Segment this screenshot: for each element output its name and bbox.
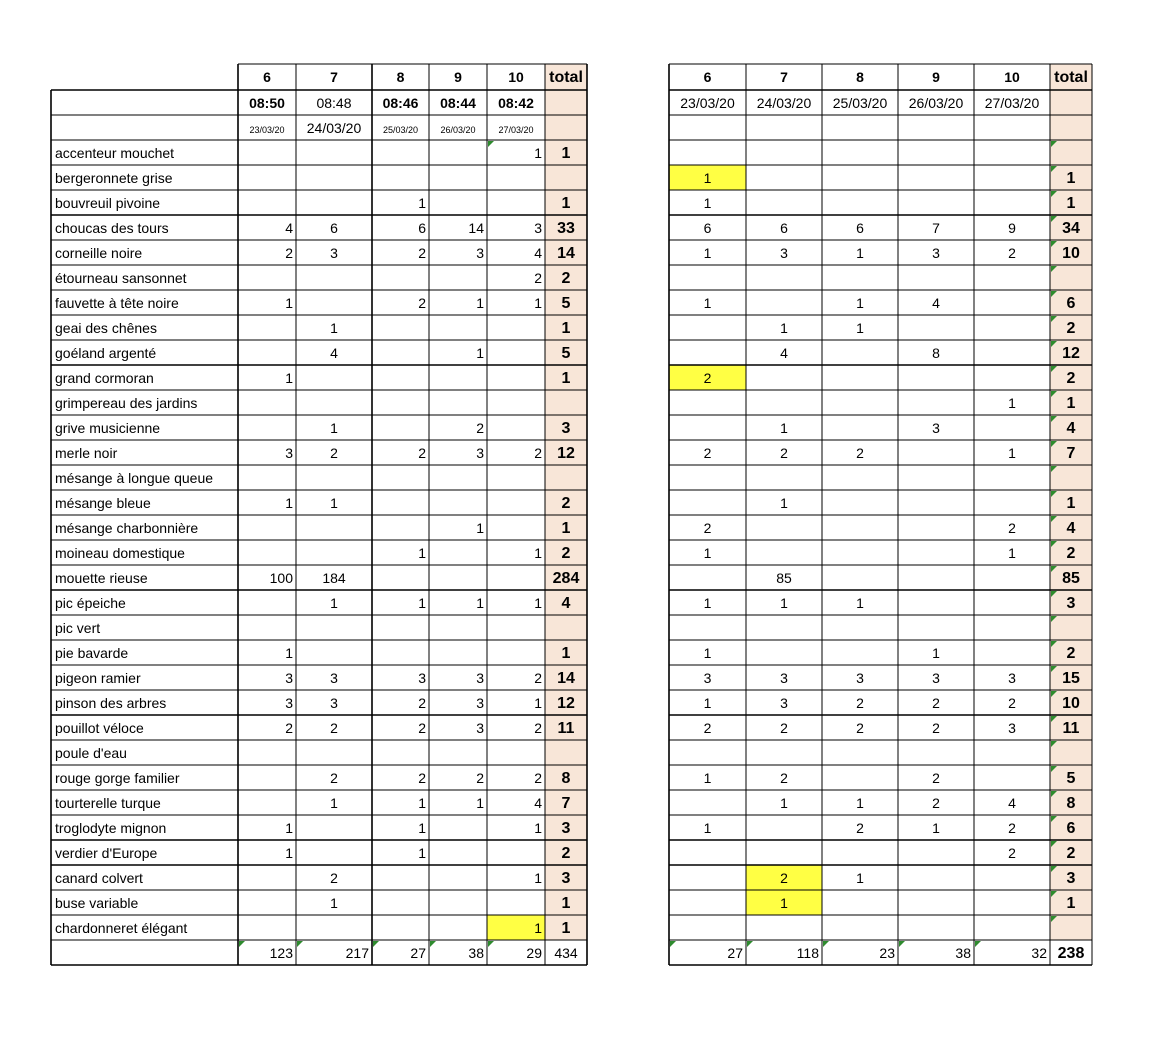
right-total-cell: 8 [1066,795,1076,812]
left-count-cell: 1 [418,795,426,811]
left-count-cell: 3 [330,245,338,261]
right-count-cell: 85 [776,570,792,586]
left-count-cell: 2 [285,720,293,736]
right-total-cell: 3 [1066,595,1076,612]
left-count-cell: 1 [418,845,426,861]
left-count-cell: 1 [476,795,484,811]
left-run-header: 8 [396,69,405,85]
right-total-cell: 12 [1062,345,1080,362]
right-count-cell: 4 [1008,795,1016,811]
left-count-cell: 1 [418,595,426,611]
left-count-cell: 1 [534,595,542,611]
left-total-cell: 2 [561,545,571,562]
right-total-cell: 2 [1066,545,1076,562]
species-name: accenteur mouchet [55,145,175,161]
left-footer-sum: 27 [410,945,426,961]
left-count-cell: 2 [418,445,426,461]
species-name: pic vert [55,620,101,636]
right-count-cell: 2 [1008,845,1016,861]
left-total-cell: 3 [561,870,571,887]
left-count-cell: 1 [418,195,426,211]
left-total-cell: 14 [557,670,575,687]
left-count-cell: 2 [418,770,426,786]
right-total-cell: 4 [1066,520,1076,537]
right-run-header: 8 [856,69,864,85]
species-name: mésange bleue [55,495,151,511]
right-count-cell: 2 [703,520,712,536]
right-footer-sum: 23 [879,945,895,961]
left-date-header: 23/03/20 [249,125,285,135]
species-name: choucas des tours [55,220,169,236]
right-count-cell: 1 [780,320,788,336]
right-count-cell: 2 [932,720,940,736]
left-total-cell: 8 [561,770,571,787]
left-count-cell: 1 [285,645,293,661]
right-count-cell: 2 [703,720,712,736]
right-count-cell: 4 [780,345,788,361]
species-name: chardonneret élégant [55,920,188,936]
right-count-cell: 2 [1008,820,1016,836]
species-name: mouette rieuse [55,570,148,586]
left-count-cell: 3 [285,670,293,686]
right-count-cell: 2 [856,695,864,711]
right-count-cell: 2 [1008,695,1016,711]
right-total-cell: 10 [1062,245,1080,262]
left-date-header: 25/03/20 [382,125,419,135]
left-count-cell: 2 [285,245,293,261]
left-count-cell: 3 [285,445,293,461]
left-count-cell: 2 [476,420,484,436]
right-total-cell: 11 [1062,720,1080,737]
left-count-cell: 1 [418,545,426,561]
right-run-header: 9 [932,69,940,85]
left-time-header: 08:46 [382,95,419,111]
left-count-cell: 2 [534,720,542,736]
right-total-cell: 6 [1066,820,1076,837]
right-count-cell: 2 [780,770,788,786]
right-total-cell: 15 [1062,670,1080,687]
right-total-cell: 2 [1066,845,1076,862]
right-count-cell: 9 [1008,220,1016,236]
left-count-cell: 2 [534,270,542,286]
species-name: pouillot véloce [55,720,144,736]
left-count-cell: 1 [330,495,338,511]
right-count-cell: 2 [780,720,788,736]
left-count-cell: 2 [476,770,484,786]
right-total-cell: 1 [1066,195,1076,212]
right-footer-sum: 32 [1031,945,1047,961]
left-total-cell: 2 [561,495,571,512]
species-name: grand cormoran [55,370,154,386]
right-count-cell: 3 [932,420,940,436]
species-name: pinson des arbres [55,695,167,711]
left-count-cell: 3 [418,670,426,686]
right-total-cell: 6 [1066,295,1076,312]
left-count-cell: 6 [330,220,338,236]
right-count-cell: 2 [780,445,788,461]
right-count-cell: 1 [1008,395,1016,411]
left-total-cell: 1 [561,895,571,912]
right-total-cell: 1 [1066,495,1076,512]
right-count-cell: 1 [703,195,712,211]
right-count-cell: 2 [856,720,864,736]
left-count-cell: 4 [534,245,542,261]
left-total-cell: 3 [561,820,571,837]
species-name: pie bavarde [55,645,129,661]
species-name: fauvette à tête noire [55,295,179,311]
left-time-header: 08:48 [316,95,352,111]
left-count-cell: 100 [269,570,293,586]
left-total-cell: 1 [561,145,571,162]
left-count-cell: 1 [285,820,293,836]
left-total-cell: 1 [561,195,571,212]
left-time-header: 08:44 [440,95,476,111]
species-name: mésange à longue queue [55,470,214,486]
right-count-cell: 1 [703,820,712,836]
right-date-header: 25/03/20 [832,95,888,111]
right-date-header: 27/03/20 [984,95,1040,111]
left-total-cell: 11 [557,720,575,737]
left-count-cell: 1 [534,695,542,711]
right-count-cell: 1 [856,245,864,261]
left-total-cell: 14 [557,245,575,262]
right-count-cell: 1 [780,420,788,436]
left-count-cell: 2 [418,295,426,311]
left-total-header: total [549,69,583,86]
right-count-cell: 2 [932,795,940,811]
left-count-cell: 2 [418,245,426,261]
left-count-cell: 3 [476,245,484,261]
species-name: canard colvert [55,870,143,886]
comment-marker [670,941,676,947]
left-count-cell: 4 [285,220,293,236]
right-date-header: 24/03/20 [756,95,812,111]
species-name: corneille noire [55,245,143,261]
left-count-cell: 2 [330,870,338,886]
left-count-cell: 1 [534,145,542,161]
left-date-header: 26/03/20 [440,125,476,135]
left-count-cell: 6 [418,220,426,236]
right-total-cell: 1 [1066,395,1076,412]
left-total-cell: 2 [561,845,571,862]
comment-marker [239,941,245,947]
right-total-cell: 2 [1066,320,1076,337]
left-footer-sum: 38 [468,945,484,961]
comment-marker [488,141,494,147]
right-run-header: 6 [703,69,712,85]
left-count-cell: 1 [476,295,484,311]
right-total-cell: 4 [1066,420,1076,437]
left-time-header: 08:50 [249,95,285,111]
left-total-cell: 1 [561,920,571,937]
species-name: pigeon ramier [55,670,141,686]
left-run-header: 6 [263,69,271,85]
left-count-cell: 2 [534,670,542,686]
right-count-cell: 1 [703,645,712,661]
left-count-cell: 2 [534,770,542,786]
left-count-cell: 1 [476,595,484,611]
left-count-cell: 3 [330,670,338,686]
left-count-cell: 1 [534,545,542,561]
right-count-cell: 2 [856,820,864,836]
comment-marker [373,941,379,947]
left-count-cell: 2 [418,720,426,736]
left-count-cell: 3 [476,670,484,686]
left-count-cell: 3 [330,695,338,711]
cell-fills [487,64,1092,940]
left-count-cell: 2 [330,720,338,736]
right-count-cell: 1 [703,595,712,611]
right-count-cell: 1 [856,870,864,886]
right-count-cell: 4 [932,295,940,311]
right-count-cell: 3 [932,245,940,261]
right-total-header: total [1054,69,1088,86]
right-count-cell: 6 [856,220,864,236]
right-count-cell: 1 [932,645,940,661]
species-name: troglodyte mignon [55,820,167,836]
right-footer-sum: 118 [796,945,819,961]
right-count-cell: 1 [1008,445,1016,461]
right-count-cell: 8 [932,345,940,361]
left-count-cell: 1 [476,520,484,536]
left-count-cell: 3 [534,220,542,236]
right-count-cell: 1 [703,770,712,786]
right-total-cell: 85 [1062,570,1080,587]
right-count-cell: 3 [1008,720,1016,736]
comment-marker [747,941,753,947]
right-count-cell: 1 [780,495,788,511]
left-count-cell: 1 [330,420,338,436]
right-total-cell: 34 [1062,220,1080,237]
left-footer-total: 434 [554,945,578,961]
left-count-cell: 1 [476,345,484,361]
right-count-cell: 1 [703,695,712,711]
right-count-cell: 6 [703,220,712,236]
left-count-cell: 2 [418,695,426,711]
right-count-cell: 1 [780,595,788,611]
right-count-cell: 2 [1008,245,1016,261]
left-total-cell: 5 [561,345,571,362]
right-count-cell: 1 [703,245,712,261]
species-name: bouvreuil pivoine [55,195,161,211]
right-date-header: 26/03/20 [908,95,964,111]
left-footer-sum: 123 [269,945,293,961]
right-count-cell: 3 [856,670,864,686]
left-total-cell: 1 [561,520,571,537]
left-count-cell: 1 [534,870,542,886]
left-count-cell: 2 [330,445,338,461]
right-date-header: 23/03/20 [680,95,735,111]
left-count-cell: 1 [330,895,338,911]
left-total-cell: 4 [561,595,571,612]
right-count-cell: 3 [1008,670,1016,686]
right-count-cell: 2 [932,695,940,711]
left-total-cell: 1 [561,320,571,337]
right-run-header: 7 [780,69,788,85]
right-count-cell: 1 [703,295,712,311]
left-date-header: 27/03/20 [498,125,534,135]
left-count-cell: 4 [534,795,542,811]
species-name: merle noir [55,445,118,461]
left-count-cell: 1 [534,820,542,836]
right-count-cell: 3 [780,670,788,686]
right-footer-sum: 27 [727,945,743,961]
comment-marker [297,941,303,947]
right-count-cell: 1 [856,320,864,336]
right-total-cell: 2 [1066,370,1076,387]
right-count-cell: 2 [932,770,940,786]
right-footer-total: 238 [1057,945,1085,962]
left-date-header: 24/03/20 [306,120,362,136]
right-count-cell: 6 [780,220,788,236]
species-name: buse variable [55,895,139,911]
species-name: étourneau sansonnet [55,270,187,286]
left-count-cell: 3 [476,445,484,461]
species-name: geai des chênes [55,320,157,336]
species-name: mésange charbonnière [55,520,199,536]
species-name: grimpereau des jardins [55,395,198,411]
species-name: pic épeiche [55,595,126,611]
left-count-cell: 1 [285,370,293,386]
right-total-cell: 2 [1066,645,1076,662]
left-count-cell: 3 [476,720,484,736]
left-count-cell: 1 [330,320,338,336]
right-count-cell: 2 [856,445,864,461]
right-count-cell: 2 [703,445,712,461]
right-count-cell: 3 [932,670,940,686]
right-count-cell: 3 [703,670,712,686]
left-total-cell: 1 [561,370,571,387]
left-footer-sum: 217 [345,945,369,961]
right-count-cell: 2 [1008,520,1016,536]
right-count-cell: 1 [1008,545,1016,561]
right-count-cell: 1 [780,895,788,911]
comment-marker [975,941,981,947]
right-count-cell: 1 [856,795,864,811]
left-total-cell: 33 [557,220,575,237]
left-total-cell: 3 [561,420,571,437]
species-name: moineau domestique [55,545,185,561]
right-count-cell: 2 [703,370,712,386]
left-count-cell: 3 [476,695,484,711]
left-total-cell: 12 [557,445,575,462]
right-count-cell: 1 [856,295,864,311]
left-total-cell: 284 [552,570,580,587]
species-name: tourterelle turque [55,795,161,811]
right-total-cell: 10 [1062,695,1080,712]
left-count-cell: 1 [330,595,338,611]
left-count-cell: 1 [285,845,293,861]
right-run-header: 10 [1004,69,1020,85]
comment-marker [430,941,436,947]
left-run-header: 9 [454,69,462,85]
left-count-cell: 1 [330,795,338,811]
left-total-cell: 7 [561,795,571,812]
comment-marker [823,941,829,947]
right-total-cell: 5 [1066,770,1076,787]
left-count-cell: 4 [330,345,338,361]
comment-marker [899,941,905,947]
left-total-cell: 2 [561,270,571,287]
left-run-header: 7 [330,69,338,85]
right-count-cell: 1 [703,545,712,561]
right-count-cell: 1 [856,595,864,611]
right-total-cell: 1 [1066,170,1076,187]
right-total-cell: 7 [1066,445,1076,462]
species-name: bergeronnete grise [55,170,173,186]
left-count-cell: 1 [285,295,293,311]
left-total-cell: 5 [561,295,571,312]
right-count-cell: 1 [780,795,788,811]
comment-marker [488,941,494,947]
left-count-cell: 2 [534,445,542,461]
left-count-cell: 1 [534,920,542,936]
right-count-cell: 1 [703,170,712,186]
left-time-header: 08:42 [498,95,534,111]
left-count-cell: 14 [468,220,484,236]
right-count-cell: 3 [780,245,788,261]
species-name: verdier d'Europe [55,845,158,861]
right-count-cell: 3 [780,695,788,711]
left-count-cell: 184 [322,570,346,586]
right-count-cell: 7 [932,220,940,236]
left-total-cell: 1 [561,645,571,662]
left-count-cell: 1 [534,295,542,311]
left-total-cell: 12 [557,695,575,712]
left-run-header: 10 [508,69,524,85]
right-total-cell: 3 [1066,870,1076,887]
right-count-cell: 1 [932,820,940,836]
left-footer-sum: 29 [526,945,542,961]
left-count-cell: 1 [285,495,293,511]
left-count-cell: 3 [285,695,293,711]
species-name: poule d'eau [55,745,127,761]
right-total-cell: 1 [1066,895,1076,912]
species-name: grive musicienne [55,420,161,436]
left-count-cell: 1 [418,820,426,836]
right-footer-sum: 38 [955,945,971,961]
right-count-cell: 2 [780,870,788,886]
species-name: goéland argenté [55,345,157,361]
left-count-cell: 2 [330,770,338,786]
species-name: rouge gorge familier [55,770,180,786]
